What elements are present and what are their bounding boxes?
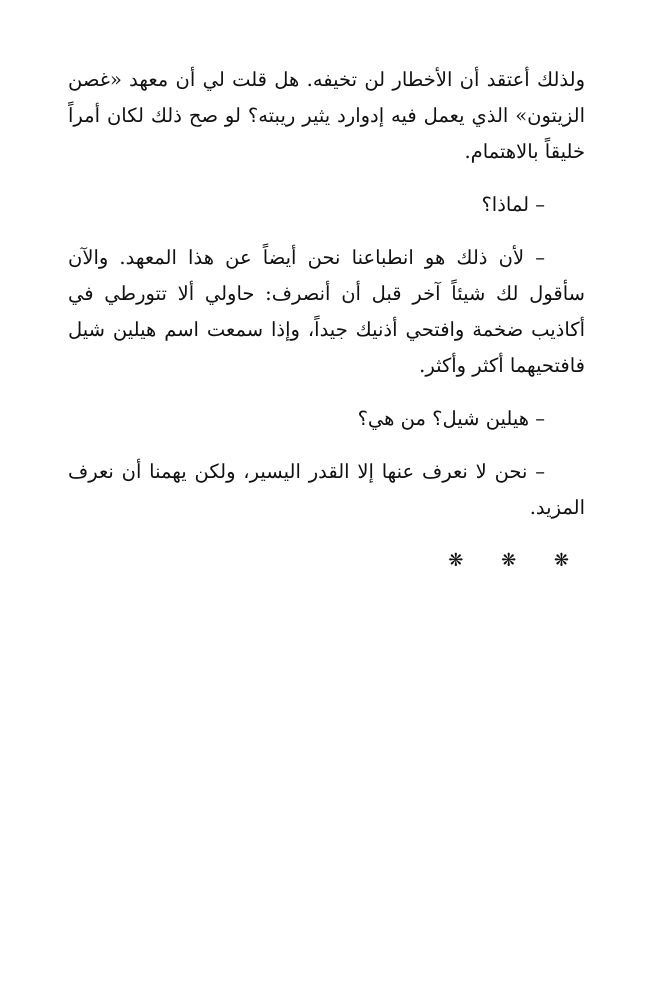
separator-star-icon: ❋	[553, 550, 585, 571]
paragraph-dialogue-who: – هيلين شيل؟ من هي؟	[357, 407, 545, 430]
paragraph-dialogue-why: – لماذا؟	[481, 193, 545, 216]
paragraph-dialogue-know-more: – نحن لا نعرف عنها إلا القدر اليسير، ولكن يهمنا أن نعرف المزيد.	[68, 460, 585, 519]
separator-star-icon: ❋	[448, 550, 480, 571]
section-separator	[68, 543, 585, 579]
book-page	[68, 62, 585, 579]
paragraph-dialogue-impression: – لأن ذلك هو انطباعنا نحن أيضاً عن هذا المعهد. والآن سأقول لك شيئاً آخر قبل أن أنصرف: حاولي ألا تتورطي في أكاذيب ضخمة وافتحي أذنيك جيداً، وإذا سمعت اسم هيلين شيل فافتحيهما أكثر وأكثر.	[68, 246, 585, 377]
paragraph-narrative: ولذلك أعتقد أن الأخطار لن تخيفه. هل قلت لي أن معهد «غصن الزيتون» الذي يعمل فيه إدوارد يثير ريبته؟ لو صح ذلك لكان أمراً خليقاً بالاهتمام.	[68, 68, 585, 163]
separator-star-icon: ❋	[501, 550, 533, 571]
